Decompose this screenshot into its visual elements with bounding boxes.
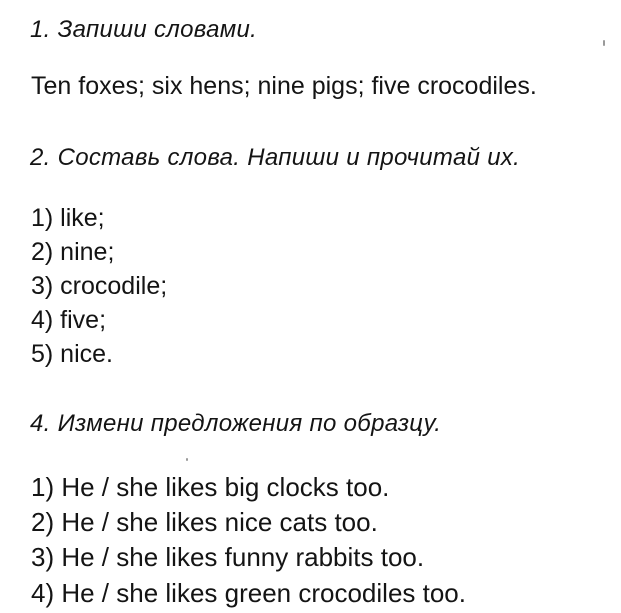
exercise-4-item: 1) He / she likes big clocks too.: [31, 472, 390, 502]
exercise-2-item: 4) five;: [31, 306, 107, 334]
exercise-4-item: 4) He / she likes green crocodiles too.: [31, 578, 466, 608]
scan-speck: [603, 40, 605, 46]
exercise-2-item: 3) crocodile;: [31, 272, 168, 300]
scan-speck: [186, 458, 188, 461]
exercise-4-item: 3) He / she likes funny rabbits too.: [31, 542, 425, 572]
exercise-1-answer: Ten foxes; six hens; nine pigs; five crocodiles.: [31, 72, 537, 100]
exercise-2-heading: 2. Составь слова. Напиши и прочитай их.: [30, 144, 521, 171]
exercise-4-item: 2) He / she likes nice cats too.: [31, 507, 378, 537]
exercise-2-item: 2) nine;: [31, 238, 115, 266]
exercise-2-item: 1) like;: [31, 204, 105, 232]
exercise-4-heading: 4. Измени предложения по образцу.: [30, 410, 442, 437]
exercise-1-heading: 1. Запиши словами.: [30, 16, 258, 43]
exercise-2-item: 5) nice.: [31, 340, 113, 368]
